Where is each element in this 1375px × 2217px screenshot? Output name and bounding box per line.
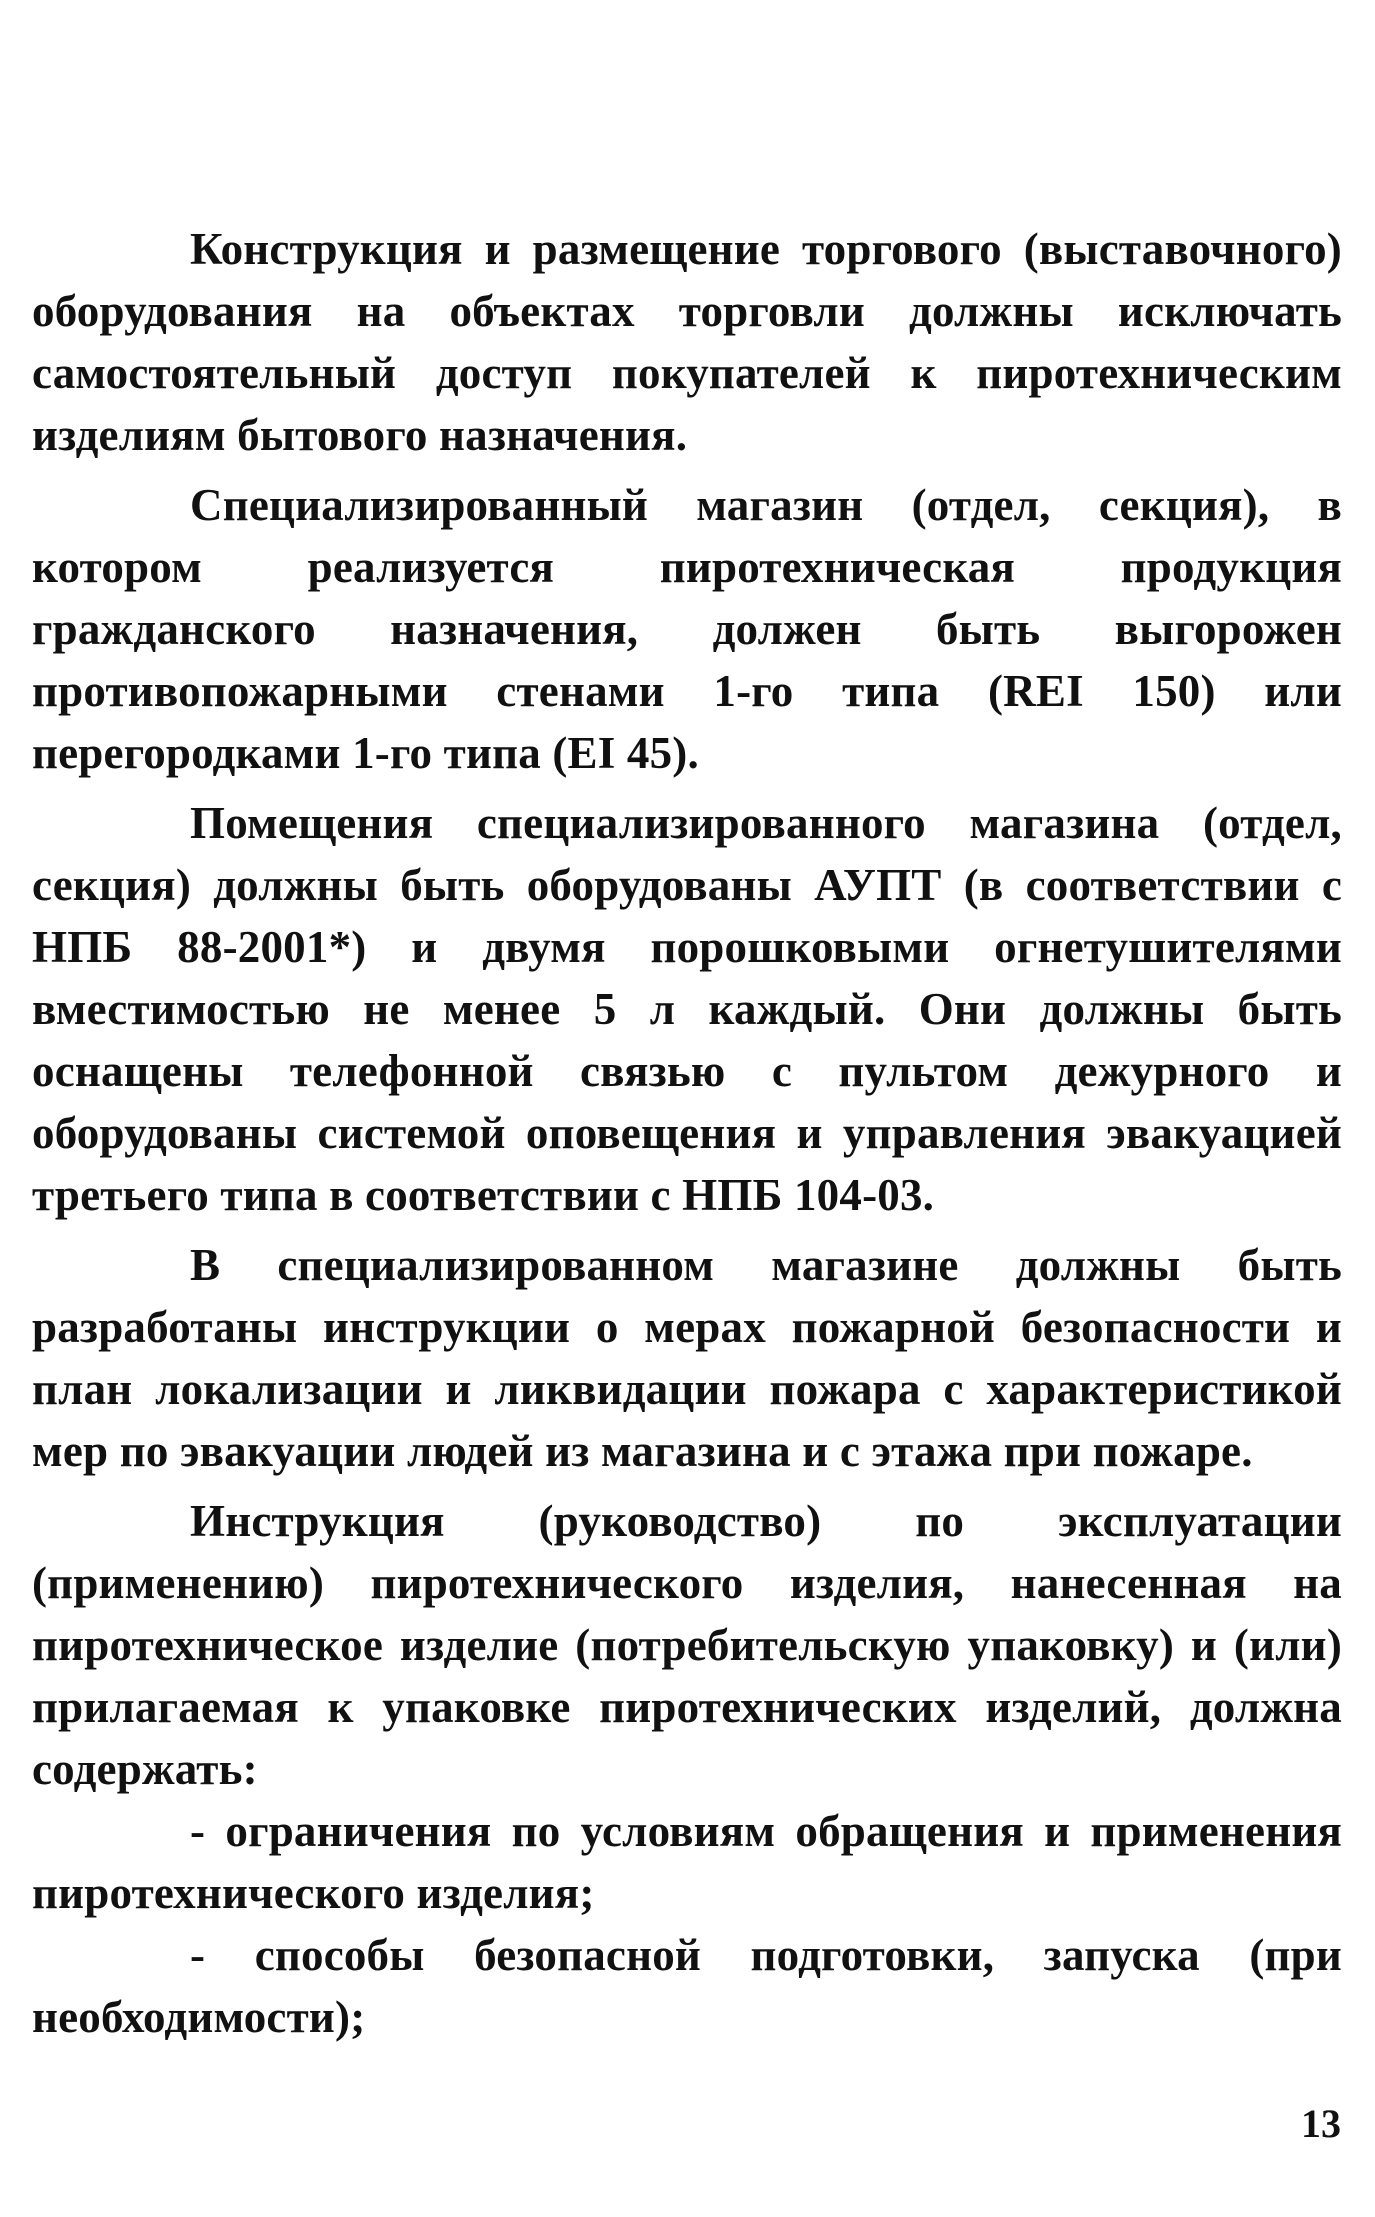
paragraph-store-premises: Помещения специализированного магазина (отдел, секция) должны быть оборудованы АУПТ (в соответствии с НПБ 88-2001*) и двумя порошковыми огнетушителями вместимостью не менее 5 л каждый. Они должны быть оснащены телефонной связью с пультом дежурного и оборудованы системой оповещения и управления эвакуацией третьего типа в соответствии с НПБ 104-03.: [32, 798, 1342, 1220]
document-body: [32, 218, 1342, 2048]
list-item-restrictions: - ограничения по условиям обращения и применения пиротехнического изделия;: [32, 1806, 1342, 1918]
paragraph-fire-instructions: В специализированном магазине должны быть разработаны инструкции о мерах пожарной безопасности и план локализации и ликвидации пожара с характеристикой мер по эвакуации людей из магазина и с этажа при пожаре.: [32, 1240, 1342, 1476]
paragraph-operating-manual: Инструкция (руководство) по эксплуатации (применению) пиротехнического изделия, нанесенная на пиротехническое изделие (потребительскую упаковку) и (или) прилагаемая к упаковке пиротехнических изделий, должна содержать:: [32, 1496, 1342, 1794]
paragraph-specialized-store: Специализированный магазин (отдел, секция), в котором реализуется пиротехническая продукция гражданского назначения, должен быть выгорожен противопожарными стенами 1-го типа (REI 150) или перегородками 1-го типа (EI 45).: [32, 480, 1342, 778]
paragraph-display-equipment: Конструкция и размещение торгового (выставочного) оборудования на объектах торговли должны исключать самостоятельный доступ покупателей к пиротехническим изделиям бытового назначения.: [32, 224, 1342, 460]
list-item-safe-preparation: - способы безопасной подготовки, запуска (при необходимости);: [32, 1930, 1342, 2042]
page-number: 13: [1301, 2101, 1341, 2146]
